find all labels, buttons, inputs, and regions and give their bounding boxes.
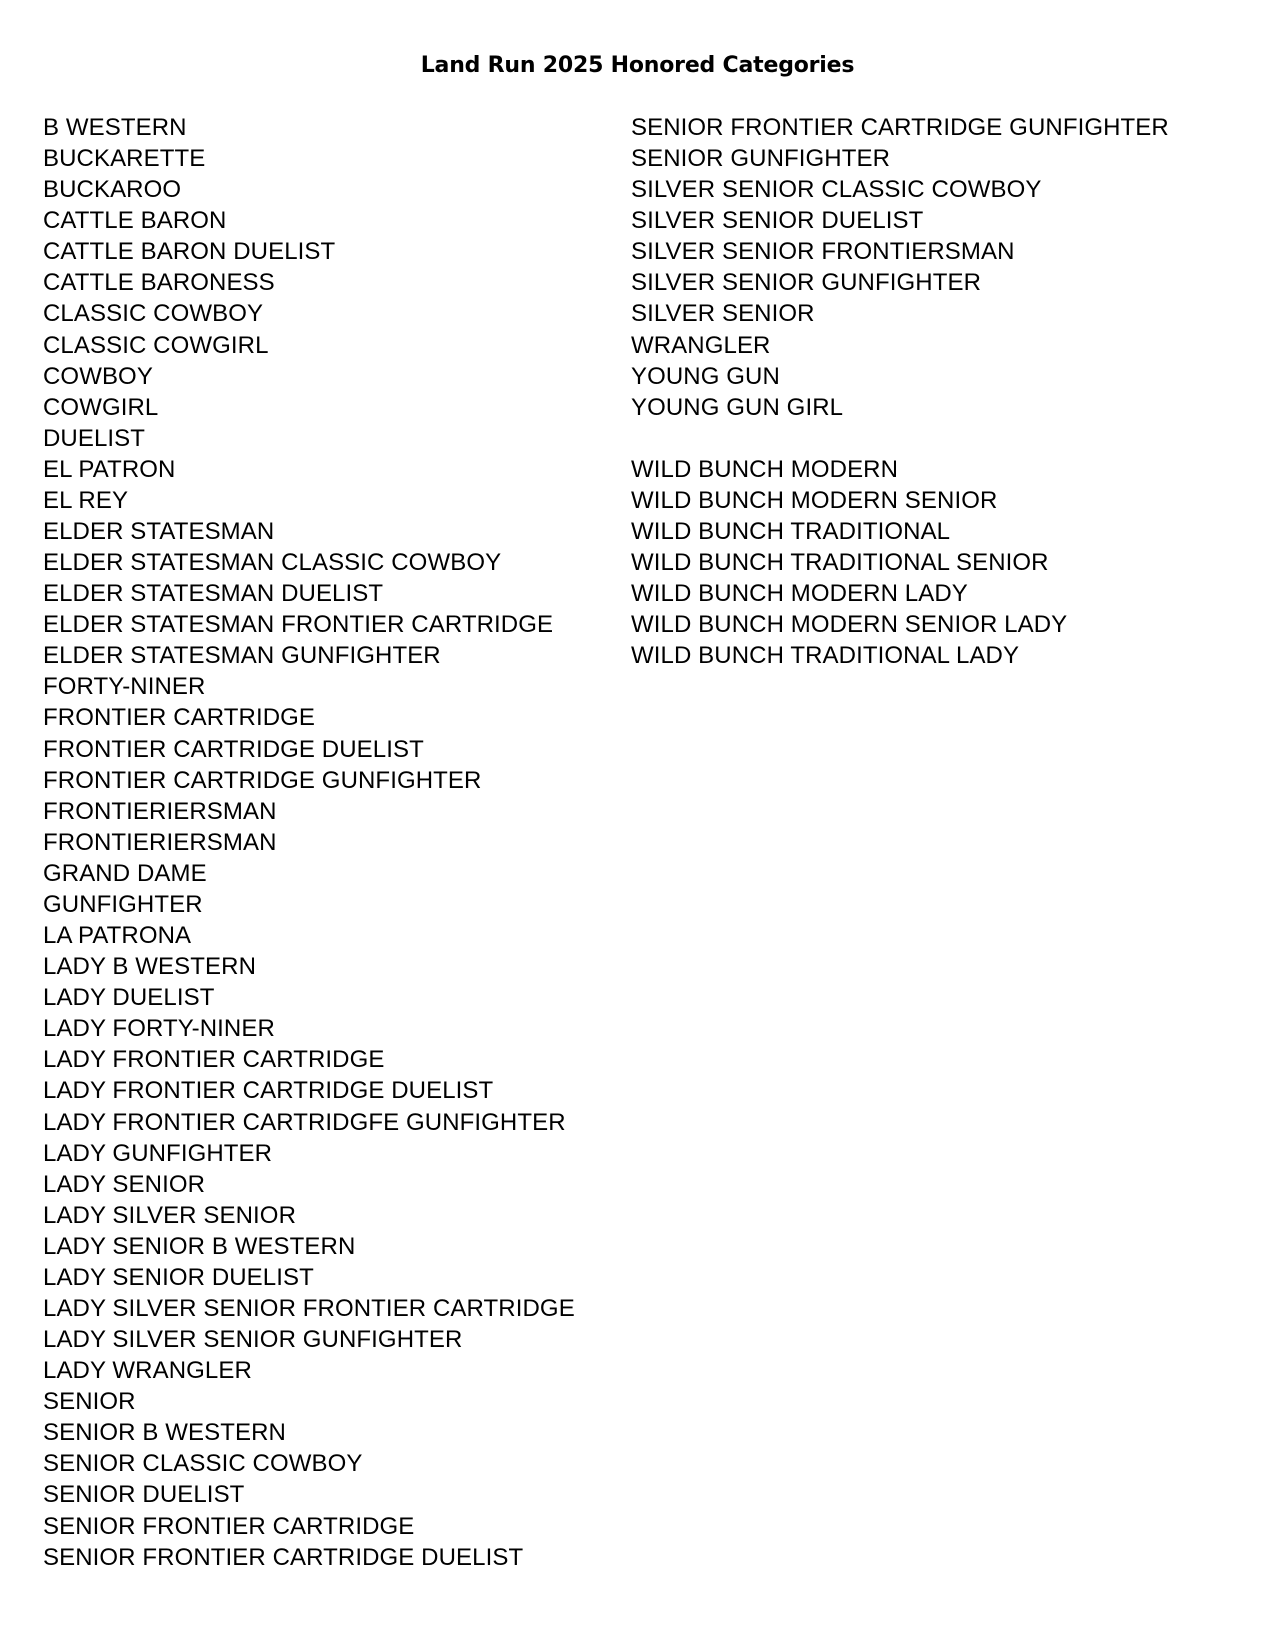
category-item: ELDER STATESMAN CLASSIC COWBOY xyxy=(43,549,502,577)
category-item: COWGIRL xyxy=(43,393,159,421)
category-item: CATTLE BARON xyxy=(43,207,227,235)
category-item: WILD BUNCH MODERN xyxy=(631,455,899,483)
category-list-right xyxy=(631,112,1251,671)
category-item: LADY FORTY-NINER xyxy=(43,1015,275,1043)
category-item: EL PATRON xyxy=(43,455,176,483)
category-item: CLASSIC COWGIRL xyxy=(43,331,269,359)
category-item: LADY SILVER SENIOR GUNFIGHTER xyxy=(43,1326,463,1354)
category-item: SILVER SENIOR GUNFIGHTER xyxy=(631,269,982,297)
category-item: LADY FRONTIER CARTRIDGE xyxy=(43,1046,385,1074)
category-item: SILVER SENIOR FRONTIERSMAN xyxy=(631,238,1015,266)
category-item: FRONTIER CARTRIDGE GUNFIGHTER xyxy=(43,766,482,794)
category-item: EL REY xyxy=(43,486,129,514)
category-item: WILD BUNCH TRADITIONAL xyxy=(631,518,951,546)
category-item: LADY B WESTERN xyxy=(43,953,257,981)
category-item: SILVER SENIOR DUELIST xyxy=(631,207,924,235)
list-spacer xyxy=(631,423,1251,454)
category-item: CATTLE BARON DUELIST xyxy=(43,238,336,266)
category-list-left xyxy=(43,112,623,1573)
category-item: LADY SILVER SENIOR xyxy=(43,1201,297,1229)
category-item: SENIOR FRONTIER CARTRIDGE GUNFIGHTER xyxy=(631,114,1169,141)
category-item: FRONTIER CARTRIDGE xyxy=(43,704,316,732)
category-item: SENIOR xyxy=(43,1388,136,1416)
category-item: YOUNG GUN xyxy=(631,362,780,390)
category-item: LADY SENIOR B WESTERN xyxy=(43,1232,356,1260)
category-item: WILD BUNCH MODERN SENIOR LADY xyxy=(631,611,1068,639)
category-item: ELDER STATESMAN GUNFIGHTER xyxy=(43,642,441,670)
category-item: CLASSIC COWBOY xyxy=(43,300,264,328)
category-item: FRONTIER CARTRIDGE DUELIST xyxy=(43,735,424,763)
category-item: LADY FRONTIER CARTRIDGFE GUNFIGHTER xyxy=(43,1108,566,1136)
category-item: WILD BUNCH MODERN SENIOR xyxy=(631,486,998,514)
category-item: WILD BUNCH MODERN LADY xyxy=(631,580,968,608)
category-item: LA PATRONA xyxy=(43,922,192,950)
category-item: FRONTIERIERSMAN xyxy=(43,828,277,856)
category-item: SENIOR DUELIST xyxy=(43,1481,245,1509)
category-item: SENIOR FRONTIER CARTRIDGE DUELIST xyxy=(43,1543,524,1571)
page-title: Land Run 2025 Honored Categories xyxy=(420,53,855,78)
category-item: GRAND DAME xyxy=(43,859,207,887)
category-item: BUCKARETTE xyxy=(43,145,206,173)
category-item: B WESTERN xyxy=(43,114,187,141)
category-item: SENIOR FRONTIER CARTRIDGE xyxy=(43,1512,415,1540)
category-item: ELDER STATESMAN xyxy=(43,518,275,546)
category-item: WILD BUNCH TRADITIONAL LADY xyxy=(631,642,1020,670)
category-item: DUELIST xyxy=(43,424,146,452)
category-item: ELDER STATESMAN FRONTIER CARTRIDGE xyxy=(43,611,554,639)
category-item: LADY SILVER SENIOR FRONTIER CARTRIDGE xyxy=(43,1294,575,1322)
category-item: LADY DUELIST xyxy=(43,984,215,1012)
category-item: BUCKAROO xyxy=(43,176,182,204)
category-item: SENIOR GUNFIGHTER xyxy=(631,145,891,173)
category-item: LADY GUNFIGHTER xyxy=(43,1139,273,1167)
category-item: CATTLE BARONESS xyxy=(43,269,275,297)
category-item: LADY SENIOR DUELIST xyxy=(43,1263,314,1291)
category-item: SENIOR CLASSIC COWBOY xyxy=(43,1450,363,1478)
category-item: FORTY-NINER xyxy=(43,673,206,701)
category-item: WILD BUNCH TRADITIONAL SENIOR xyxy=(631,549,1049,577)
category-item: FRONTIERIERSMAN xyxy=(43,797,277,825)
category-item: LADY SENIOR xyxy=(43,1170,206,1198)
category-item: GUNFIGHTER xyxy=(43,890,203,918)
category-item: LADY WRANGLER xyxy=(43,1357,252,1385)
category-item: SILVER SENIOR CLASSIC COWBOY xyxy=(631,176,1042,204)
category-item: COWBOY xyxy=(43,362,153,390)
category-item: LADY FRONTIER CARTRIDGE DUELIST xyxy=(43,1077,494,1105)
category-item: SENIOR B WESTERN xyxy=(43,1419,286,1447)
category-item: SILVER SENIOR xyxy=(631,300,815,328)
category-item: YOUNG GUN GIRL xyxy=(631,393,844,421)
category-item: ELDER STATESMAN DUELIST xyxy=(43,580,384,608)
category-item: WRANGLER xyxy=(631,331,771,359)
